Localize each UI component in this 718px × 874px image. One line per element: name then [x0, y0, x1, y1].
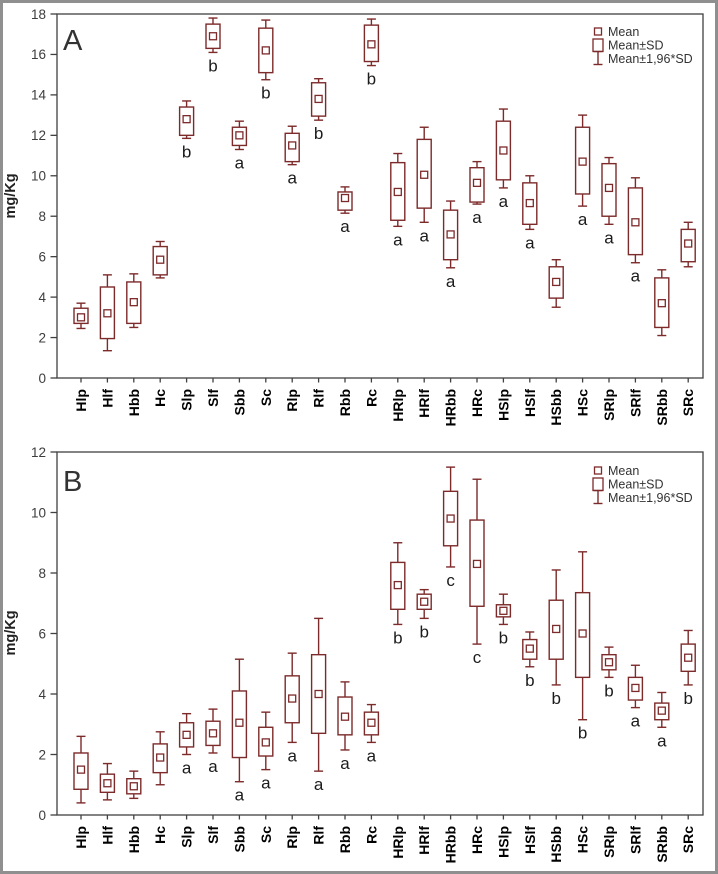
category-label: Slf	[205, 826, 221, 844]
significance-letter: a	[208, 756, 218, 776]
mean-marker	[210, 730, 217, 737]
category-label: HSc	[574, 826, 591, 854]
category-label: HSlp	[495, 826, 512, 858]
significance-letter: a	[630, 266, 641, 286]
significance-letter: a	[445, 271, 456, 291]
mean-marker	[262, 47, 269, 54]
category-label: Sbb	[231, 826, 248, 853]
significance-letter: a	[261, 773, 271, 793]
category-label: HSlp	[495, 389, 512, 421]
y-tick-label: 2	[38, 330, 46, 346]
category-label: Rc	[363, 826, 380, 844]
mean-marker	[474, 560, 481, 567]
significance-letter: a	[604, 228, 614, 248]
significance-letter: b	[313, 124, 324, 144]
category-label: HRlf	[416, 389, 433, 418]
mean-marker	[368, 719, 375, 726]
category-label: Hbb	[125, 826, 142, 854]
category-label: HRlf	[416, 826, 433, 855]
category-label: SRlf	[627, 389, 644, 417]
mean-marker	[685, 240, 692, 247]
panel-label: B	[63, 466, 83, 498]
significance-letter: a	[234, 785, 245, 805]
significance-letter: a	[234, 153, 245, 173]
mean-marker	[632, 219, 639, 226]
mean-marker	[526, 200, 533, 207]
category-label: Sbb	[231, 389, 248, 416]
y-tick-label: 8	[38, 565, 46, 581]
significance-letter: a	[340, 217, 350, 237]
mean-marker	[236, 719, 243, 726]
legend-mean-icon	[595, 28, 602, 35]
category-label: Rlp	[284, 826, 301, 849]
mean-marker	[394, 582, 401, 589]
panel-label: A	[63, 25, 83, 57]
significance-letter: b	[366, 69, 377, 89]
significance-letter: b	[577, 723, 588, 743]
mean-marker	[289, 142, 296, 149]
box-plot-figure	[3, 3, 715, 871]
significance-letter: a	[287, 746, 297, 766]
mean-marker	[447, 231, 454, 238]
significance-letter: a	[498, 191, 509, 211]
mean-marker	[632, 684, 639, 691]
category-label: HSlf	[521, 389, 538, 417]
mean-marker	[500, 607, 507, 614]
panel-b	[3, 445, 703, 864]
category-label: SRlp	[601, 389, 617, 421]
significance-letter: a	[340, 753, 350, 773]
significance-letter: b	[683, 688, 693, 708]
significance-letter: b	[525, 670, 535, 690]
category-label: HSc	[574, 389, 591, 417]
y-tick-label: 4	[38, 686, 46, 702]
y-tick-label: 2	[38, 747, 46, 763]
mean-marker	[78, 314, 85, 321]
category-label: Rbb	[337, 826, 353, 854]
panel-a	[3, 7, 703, 427]
mean-marker	[157, 256, 164, 263]
mean-marker	[157, 754, 164, 761]
category-label: HRlp	[389, 826, 406, 859]
significance-letter: c	[446, 570, 455, 590]
category-label: Sc	[257, 389, 274, 407]
category-label: Rlf	[310, 389, 327, 408]
category-label: Slp	[178, 826, 195, 848]
mean-marker	[553, 278, 560, 285]
category-label: Rlf	[310, 826, 327, 845]
mean-marker	[315, 691, 322, 698]
mean-marker	[78, 766, 85, 773]
significance-letter: a	[419, 226, 429, 246]
mean-marker	[342, 713, 349, 720]
category-label: HSbb	[548, 826, 565, 863]
mean-marker	[394, 188, 401, 195]
significance-letter: a	[657, 731, 667, 751]
mean-marker	[474, 179, 481, 186]
mean-marker	[553, 625, 560, 632]
legend-sd-icon	[593, 39, 603, 52]
significance-letter: a	[313, 775, 324, 795]
y-tick-label: 12	[30, 128, 46, 144]
category-label: Hlf	[99, 389, 116, 408]
mean-marker	[104, 780, 111, 787]
mean-marker	[368, 41, 375, 48]
category-label: HRc	[469, 389, 485, 418]
significance-letter: b	[208, 56, 218, 76]
significance-letter: a	[577, 210, 588, 230]
legend-label: Mean±1,96*SD	[608, 491, 693, 505]
category-label: HRbb	[442, 389, 459, 427]
legend-label: Mean±SD	[608, 38, 664, 53]
y-axis-title: mg/Kg	[3, 173, 19, 219]
significance-letter: b	[393, 628, 403, 648]
category-label: SRc	[680, 826, 697, 854]
legend-label: Mean±1,96*SD	[608, 52, 693, 66]
category-label: SRbb	[653, 826, 670, 863]
mean-marker	[658, 300, 665, 307]
y-tick-label: 6	[38, 626, 46, 642]
category-label: Rc	[363, 389, 380, 407]
category-label: Hbb	[125, 389, 142, 417]
mean-marker	[579, 158, 586, 165]
category-label: SRlp	[601, 826, 617, 858]
y-tick-label: 14	[30, 87, 46, 103]
significance-letter: a	[393, 230, 403, 250]
mean-marker	[130, 783, 137, 790]
category-label: Sc	[257, 826, 274, 844]
category-label: Slp	[178, 389, 195, 411]
mean-marker	[183, 731, 190, 738]
significance-letter: b	[261, 83, 271, 103]
mean-marker	[685, 654, 692, 661]
mean-marker	[104, 310, 111, 317]
mean-marker	[421, 171, 428, 178]
category-label: Hlp	[73, 389, 89, 412]
significance-letter: b	[498, 628, 509, 648]
legend-mean-icon	[595, 467, 602, 474]
category-label: SRc	[680, 389, 697, 417]
mean-marker	[447, 515, 454, 522]
significance-letter: a	[287, 168, 297, 188]
y-tick-label: 6	[38, 249, 46, 265]
y-tick-label: 18	[30, 6, 46, 22]
significance-letter: a	[472, 208, 482, 228]
mean-marker	[315, 95, 322, 102]
legend-label: Mean±SD	[608, 477, 664, 492]
legend-sd-icon	[593, 478, 603, 491]
mean-marker	[500, 147, 507, 154]
category-label: Hc	[152, 826, 169, 844]
y-tick-label: 0	[38, 807, 46, 823]
mean-marker	[262, 739, 269, 746]
significance-letter: b	[604, 681, 614, 701]
significance-letter: b	[181, 142, 192, 162]
significance-letter: c	[472, 648, 482, 668]
category-label: HRlp	[389, 389, 406, 422]
y-tick-label: 10	[30, 505, 46, 521]
category-label: HSbb	[548, 389, 565, 426]
mean-marker	[342, 195, 349, 202]
y-axis-title: mg/Kg	[3, 610, 19, 656]
category-label: Hlp	[73, 826, 89, 849]
mean-marker	[236, 132, 243, 139]
mean-marker	[421, 598, 428, 605]
category-label: Rlp	[284, 389, 301, 412]
significance-letter: a	[630, 711, 641, 731]
mean-marker	[183, 116, 190, 123]
y-tick-label: 4	[38, 289, 46, 305]
mean-marker	[579, 630, 586, 637]
category-label: HSlf	[521, 826, 538, 854]
category-label: Slf	[205, 389, 221, 407]
mean-marker	[606, 659, 613, 666]
mean-marker	[210, 33, 217, 40]
mean-marker	[130, 299, 137, 306]
y-tick-label: 0	[38, 370, 46, 386]
category-label: Hc	[152, 389, 169, 407]
mean-marker	[658, 707, 665, 714]
y-tick-label: 16	[30, 47, 46, 63]
mean-marker	[606, 184, 613, 191]
significance-letter: b	[551, 688, 561, 708]
category-label: HRc	[469, 826, 485, 855]
mean-marker	[289, 695, 296, 702]
category-label: SRbb	[653, 389, 670, 426]
mean-marker	[526, 645, 533, 652]
legend-label: Mean	[608, 464, 640, 478]
category-label: SRlf	[627, 826, 644, 854]
y-tick-label: 12	[30, 444, 46, 460]
category-label: Hlf	[99, 826, 116, 845]
significance-letter: a	[181, 758, 192, 778]
y-tick-label: 8	[38, 209, 46, 225]
significance-letter: b	[419, 622, 429, 642]
category-label: HRbb	[442, 826, 459, 864]
significance-letter: a	[366, 746, 377, 766]
significance-letter: a	[525, 233, 535, 253]
y-tick-label: 10	[30, 168, 46, 184]
category-label: Rbb	[337, 389, 353, 417]
legend-label: Mean	[608, 25, 640, 39]
